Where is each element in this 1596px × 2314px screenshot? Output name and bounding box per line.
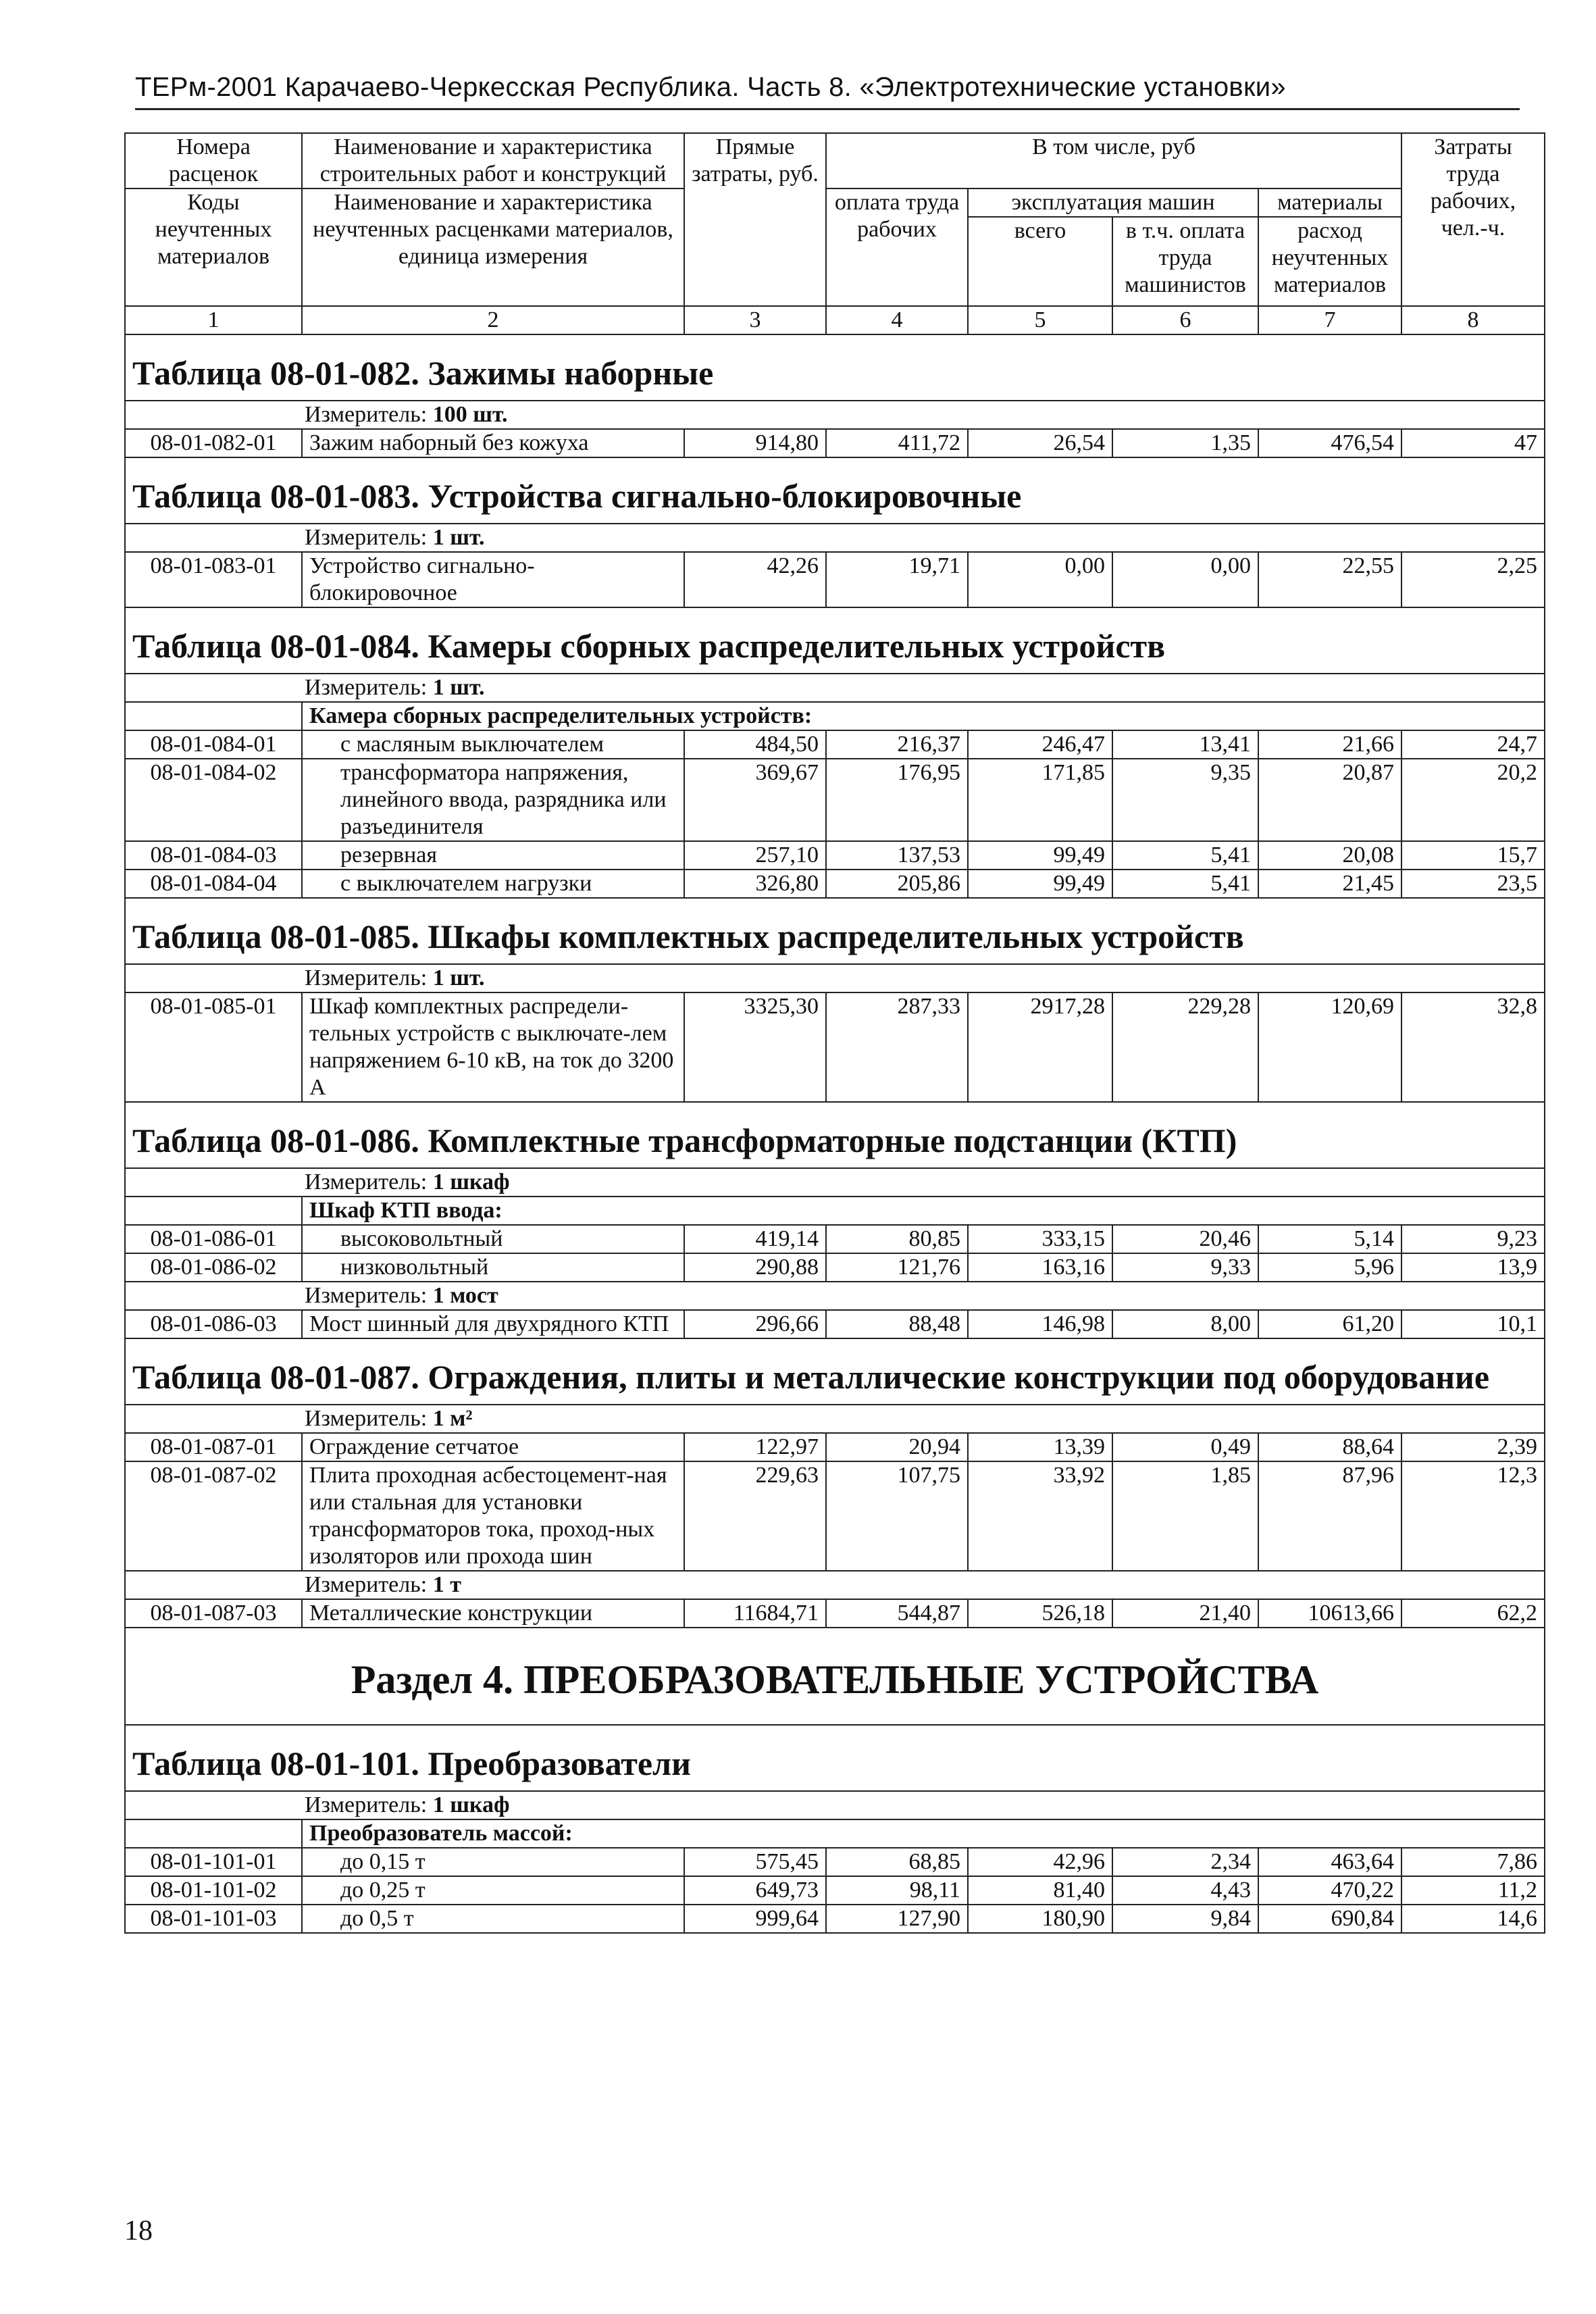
rate-value: 333,15 xyxy=(968,1225,1112,1253)
rate-value: 22,55 xyxy=(1258,552,1401,607)
rate-name: резервная xyxy=(302,841,684,870)
table-row xyxy=(125,1253,1545,1282)
rate-value: 246,47 xyxy=(968,730,1112,759)
measure-value: 1 шт. xyxy=(432,525,485,550)
measure-value: 1 шкаф xyxy=(432,1792,510,1817)
measure-label: Измеритель: xyxy=(305,965,428,990)
rate-value: 257,10 xyxy=(684,841,826,870)
subheading: Шкаф КТП ввода: xyxy=(302,1197,1545,1225)
measure-value: 1 м² xyxy=(432,1406,473,1431)
rate-value: 87,96 xyxy=(1258,1461,1401,1571)
rate-name: Шкаф комплектных распредели-тельных устройств с выключате-лем напряжением 6-10 кВ, на ток до 3200 А xyxy=(302,992,684,1102)
rate-value: 13,41 xyxy=(1112,730,1258,759)
subheading: Камера сборных распределительных устройств: xyxy=(302,702,1545,730)
table-row xyxy=(125,1310,1545,1338)
subheading-row xyxy=(125,1197,1545,1225)
rates-table xyxy=(124,132,1545,1934)
table-title-row xyxy=(125,1628,1545,1725)
rate-value: 2917,28 xyxy=(968,992,1112,1102)
rate-value: 1,85 xyxy=(1112,1461,1258,1571)
rate-name: Плита проходная асбестоцемент-ная или стальная для установки трансформаторов тока, проход-ных изоляторов или прохода шин xyxy=(302,1461,684,1571)
rate-value: 229,28 xyxy=(1112,992,1258,1102)
head-col5: всего xyxy=(968,217,1112,306)
section-title: Раздел 4. ПРЕОБРАЗОВАТЕЛЬНЫЕ УСТРОЙСТВА xyxy=(351,1657,1319,1702)
table-row xyxy=(125,1433,1545,1461)
rate-value: 476,54 xyxy=(1258,429,1401,457)
rate-name: до 0,15 т xyxy=(302,1848,684,1876)
rate-name: до 0,25 т xyxy=(302,1876,684,1905)
head-machines: эксплуатация машин xyxy=(968,188,1258,217)
rate-value: 12,3 xyxy=(1401,1461,1545,1571)
rate-value: 5,41 xyxy=(1112,841,1258,870)
rate-value: 229,63 xyxy=(684,1461,826,1571)
table-row xyxy=(125,841,1545,870)
rate-value: 42,96 xyxy=(968,1848,1112,1876)
head-col7: расход неучтенных материалов xyxy=(1258,217,1401,306)
rate-value: 21,66 xyxy=(1258,730,1401,759)
rate-value: 23,5 xyxy=(1401,870,1545,898)
column-number: 3 xyxy=(684,306,826,334)
rate-value: 5,96 xyxy=(1258,1253,1401,1282)
measure-row xyxy=(125,524,1545,552)
rate-value: 99,49 xyxy=(968,841,1112,870)
rate-value: 62,2 xyxy=(1401,1599,1545,1628)
column-number: 6 xyxy=(1112,306,1258,334)
rate-name: Зажим наборный без кожуха xyxy=(302,429,684,457)
table-title-row xyxy=(125,1725,1545,1791)
head-incl: В том числе, руб xyxy=(826,133,1401,188)
measure-value: 1 шт. xyxy=(432,675,485,700)
rate-value: 7,86 xyxy=(1401,1848,1545,1876)
rate-value: 32,8 xyxy=(1401,992,1545,1102)
rate-value: 296,66 xyxy=(684,1310,826,1338)
table-row xyxy=(125,1848,1545,1876)
head-col6: в т.ч. оплата труда машинистов xyxy=(1112,217,1258,306)
table-title-row xyxy=(125,898,1545,964)
rate-value: 122,97 xyxy=(684,1433,826,1461)
rate-code: 08-01-086-03 xyxy=(125,1310,302,1338)
table-row xyxy=(125,1905,1545,1933)
rate-value: 914,80 xyxy=(684,429,826,457)
table-row xyxy=(125,1876,1545,1905)
rate-value: 127,90 xyxy=(826,1905,968,1933)
rate-code: 08-01-084-02 xyxy=(125,759,302,841)
rate-name: высоковольтный xyxy=(302,1225,684,1253)
table-title: Таблица 08-01-086. Комплектные трансформаторные подстанции (КТП) xyxy=(132,1122,1237,1159)
table-row xyxy=(125,429,1545,457)
rate-value: 24,7 xyxy=(1401,730,1545,759)
rate-value: 47 xyxy=(1401,429,1545,457)
measure-value: 1 т xyxy=(432,1572,461,1597)
rate-code: 08-01-086-01 xyxy=(125,1225,302,1253)
measure-value: 1 шкаф xyxy=(432,1169,510,1194)
head-col4: оплата труда рабочих xyxy=(826,188,968,306)
rate-value: 137,53 xyxy=(826,841,968,870)
column-numbers-row xyxy=(125,306,1545,334)
rate-value: 180,90 xyxy=(968,1905,1112,1933)
rate-value: 999,64 xyxy=(684,1905,826,1933)
subheading: Преобразователь массой: xyxy=(302,1819,1545,1848)
rate-code: 08-01-082-01 xyxy=(125,429,302,457)
measure-row xyxy=(125,401,1545,429)
rate-value: 107,75 xyxy=(826,1461,968,1571)
rate-name: трансформатора напряжения, линейного ввода, разрядника или разъединителя xyxy=(302,759,684,841)
rate-value: 42,26 xyxy=(684,552,826,607)
measure-row xyxy=(125,1405,1545,1433)
table-title: Таблица 08-01-083. Устройства сигнально-блокировочные xyxy=(132,477,1022,515)
measure-value: 100 шт. xyxy=(432,402,508,427)
column-number: 8 xyxy=(1401,306,1545,334)
rate-value: 176,95 xyxy=(826,759,968,841)
rate-value: 287,33 xyxy=(826,992,968,1102)
measure-label: Измеритель: xyxy=(305,1792,428,1817)
table-title-row xyxy=(125,607,1545,674)
head-col2-top: Наименование и характеристика строительных работ и конструкций xyxy=(302,133,684,188)
measure-row xyxy=(125,674,1545,702)
rate-value: 15,7 xyxy=(1401,841,1545,870)
rate-value: 61,20 xyxy=(1258,1310,1401,1338)
column-number: 4 xyxy=(826,306,968,334)
rate-value: 2,34 xyxy=(1112,1848,1258,1876)
rate-value: 369,67 xyxy=(684,759,826,841)
rate-value: 88,64 xyxy=(1258,1433,1401,1461)
rate-value: 419,14 xyxy=(684,1225,826,1253)
rate-value: 20,08 xyxy=(1258,841,1401,870)
table-row xyxy=(125,1599,1545,1628)
measure-label: Измеритель: xyxy=(305,675,428,700)
rate-value: 14,6 xyxy=(1401,1905,1545,1933)
table-row xyxy=(125,730,1545,759)
rate-value: 80,85 xyxy=(826,1225,968,1253)
table-row xyxy=(125,992,1545,1102)
rate-code: 08-01-087-01 xyxy=(125,1433,302,1461)
measure-label: Измеритель: xyxy=(305,402,428,427)
table-row xyxy=(125,1461,1545,1571)
rate-value: 411,72 xyxy=(826,429,968,457)
measure-label: Измеритель: xyxy=(305,1169,428,1194)
rate-value: 9,23 xyxy=(1401,1225,1545,1253)
rate-value: 20,2 xyxy=(1401,759,1545,841)
rate-value: 81,40 xyxy=(968,1876,1112,1905)
head-col1-bottom: Коды неучтенных материалов xyxy=(125,188,302,306)
rate-value: 5,14 xyxy=(1258,1225,1401,1253)
rate-value: 13,39 xyxy=(968,1433,1112,1461)
rate-value: 9,33 xyxy=(1112,1253,1258,1282)
rate-name: с масляным выключателем xyxy=(302,730,684,759)
rate-value: 690,84 xyxy=(1258,1905,1401,1933)
rate-value: 68,85 xyxy=(826,1848,968,1876)
rate-value: 3325,30 xyxy=(684,992,826,1102)
table-title-row xyxy=(125,457,1545,524)
rate-value: 2,39 xyxy=(1401,1433,1545,1461)
rate-value: 98,11 xyxy=(826,1876,968,1905)
rate-value: 0,00 xyxy=(1112,552,1258,607)
rate-name: Мост шинный для двухрядного КТП xyxy=(302,1310,684,1338)
measure-label: Измеритель: xyxy=(305,1572,428,1597)
rate-code: 08-01-084-01 xyxy=(125,730,302,759)
measure-row xyxy=(125,1571,1545,1599)
rate-value: 205,86 xyxy=(826,870,968,898)
table-row xyxy=(125,759,1545,841)
rate-value: 20,87 xyxy=(1258,759,1401,841)
rate-name: Ограждение сетчатое xyxy=(302,1433,684,1461)
page-header: ТЕРм-2001 Карачаево-Черкесская Республика. Часть 8. «Электротехнические установки» xyxy=(135,70,1520,110)
rate-value: 120,69 xyxy=(1258,992,1401,1102)
rate-value: 1,35 xyxy=(1112,429,1258,457)
rate-code: 08-01-085-01 xyxy=(125,992,302,1102)
rate-value: 326,80 xyxy=(684,870,826,898)
rate-value: 5,41 xyxy=(1112,870,1258,898)
rate-value: 9,35 xyxy=(1112,759,1258,841)
rate-value: 20,94 xyxy=(826,1433,968,1461)
rate-name: низковольтный xyxy=(302,1253,684,1282)
rate-value: 544,87 xyxy=(826,1599,968,1628)
rate-code: 08-01-087-03 xyxy=(125,1599,302,1628)
rate-value: 13,9 xyxy=(1401,1253,1545,1282)
rate-value: 470,22 xyxy=(1258,1876,1401,1905)
rate-value: 121,76 xyxy=(826,1253,968,1282)
head-col2-bottom: Наименование и характеристика неучтенных расценками материалов, единица измерения xyxy=(302,188,684,306)
column-number: 5 xyxy=(968,306,1112,334)
measure-label: Измеритель: xyxy=(305,1283,428,1308)
rate-name: до 0,5 т xyxy=(302,1905,684,1933)
subheading-row xyxy=(125,702,1545,730)
rate-value: 21,40 xyxy=(1112,1599,1258,1628)
rate-value: 19,71 xyxy=(826,552,968,607)
rate-code: 08-01-087-02 xyxy=(125,1461,302,1571)
rate-name: с выключателем нагрузки xyxy=(302,870,684,898)
head-materials: материалы xyxy=(1258,188,1401,217)
rate-code: 08-01-101-02 xyxy=(125,1876,302,1905)
measure-value: 1 мост xyxy=(432,1283,498,1308)
head-col1-top: Номера расценок xyxy=(125,133,302,188)
rate-code: 08-01-086-02 xyxy=(125,1253,302,1282)
rate-value: 26,54 xyxy=(968,429,1112,457)
rate-value: 575,45 xyxy=(684,1848,826,1876)
rate-code: 08-01-083-01 xyxy=(125,552,302,607)
rate-name: Устройство сигнально-блокировочное xyxy=(302,552,684,607)
rate-code: 08-01-084-04 xyxy=(125,870,302,898)
table-title: Таблица 08-01-082. Зажимы наборные xyxy=(132,354,714,392)
page-number: 18 xyxy=(124,2215,153,2246)
rate-value: 290,88 xyxy=(684,1253,826,1282)
rate-value: 163,16 xyxy=(968,1253,1112,1282)
column-number: 1 xyxy=(125,306,302,334)
rate-value: 463,64 xyxy=(1258,1848,1401,1876)
rate-value: 10613,66 xyxy=(1258,1599,1401,1628)
table-row xyxy=(125,870,1545,898)
rate-value: 649,73 xyxy=(684,1876,826,1905)
rate-value: 2,25 xyxy=(1401,552,1545,607)
rate-value: 4,43 xyxy=(1112,1876,1258,1905)
measure-row xyxy=(125,1791,1545,1819)
measure-row xyxy=(125,1282,1545,1310)
measure-row xyxy=(125,1168,1545,1197)
head-col8: Затраты труда рабочих, чел.-ч. xyxy=(1401,133,1545,306)
rate-code: 08-01-084-03 xyxy=(125,841,302,870)
measure-row xyxy=(125,964,1545,992)
rate-value: 11684,71 xyxy=(684,1599,826,1628)
rate-value: 10,1 xyxy=(1401,1310,1545,1338)
measure-label: Измеритель: xyxy=(305,1406,428,1431)
rate-value: 11,2 xyxy=(1401,1876,1545,1905)
rate-value: 99,49 xyxy=(968,870,1112,898)
rate-value: 484,50 xyxy=(684,730,826,759)
rate-value: 146,98 xyxy=(968,1310,1112,1338)
table-title: Таблица 08-01-084. Камеры сборных распределительных устройств xyxy=(132,627,1166,665)
rate-value: 216,37 xyxy=(826,730,968,759)
rate-value: 526,18 xyxy=(968,1599,1112,1628)
table-title: Таблица 08-01-087. Ограждения, плиты и металлические конструкции под оборудование xyxy=(132,1358,1490,1396)
table-row xyxy=(125,552,1545,607)
table-title-row xyxy=(125,1338,1545,1405)
rate-value: 8,00 xyxy=(1112,1310,1258,1338)
rate-value: 0,00 xyxy=(968,552,1112,607)
measure-value: 1 шт. xyxy=(432,965,485,990)
column-number: 2 xyxy=(302,306,684,334)
rate-value: 0,49 xyxy=(1112,1433,1258,1461)
head-col3: Прямые затраты, руб. xyxy=(684,133,826,306)
rate-code: 08-01-101-03 xyxy=(125,1905,302,1933)
rate-value: 33,92 xyxy=(968,1461,1112,1571)
table-row xyxy=(125,1225,1545,1253)
rate-code: 08-01-101-01 xyxy=(125,1848,302,1876)
rate-value: 88,48 xyxy=(826,1310,968,1338)
rate-value: 9,84 xyxy=(1112,1905,1258,1933)
rate-name: Металлические конструкции xyxy=(302,1599,684,1628)
measure-label: Измеритель: xyxy=(305,525,428,550)
table-title: Таблица 08-01-101. Преобразователи xyxy=(132,1744,691,1782)
rate-value: 21,45 xyxy=(1258,870,1401,898)
rate-value: 20,46 xyxy=(1112,1225,1258,1253)
table-title-row xyxy=(125,334,1545,401)
subheading-row xyxy=(125,1819,1545,1848)
rate-value: 171,85 xyxy=(968,759,1112,841)
column-number: 7 xyxy=(1258,306,1401,334)
table-title: Таблица 08-01-085. Шкафы комплектных распределительных устройств xyxy=(132,917,1244,955)
table-title-row xyxy=(125,1102,1545,1168)
